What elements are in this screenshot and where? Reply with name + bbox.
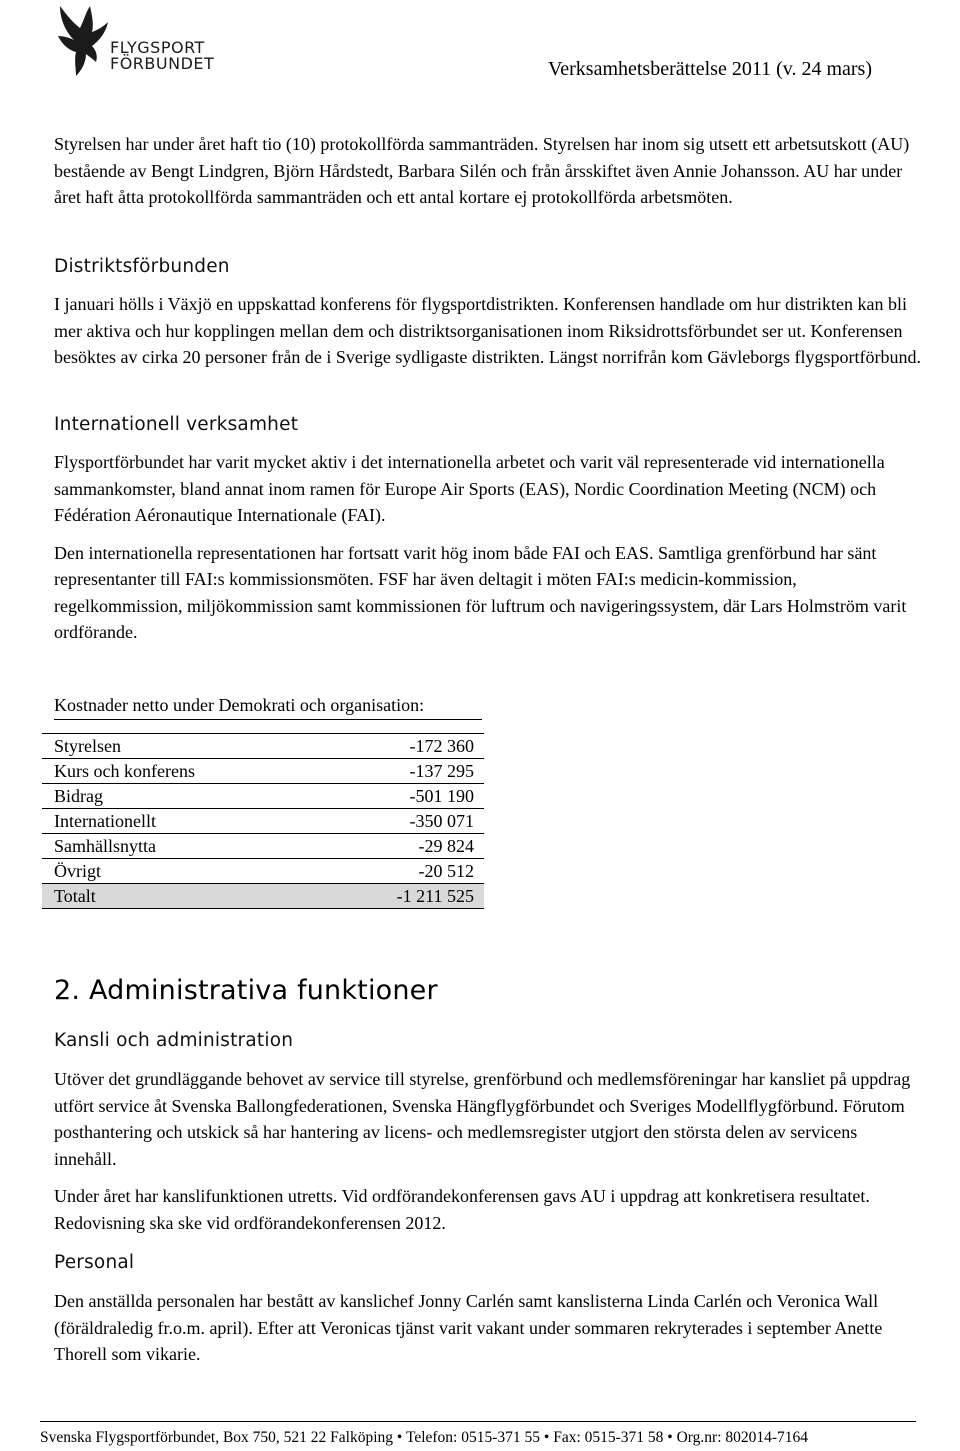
document-header-title: Verksamhetsberättelse 2011 (v. 24 mars): [548, 58, 872, 80]
staff-heading: Personal: [54, 1252, 135, 1273]
costs-table-row: [42, 834, 484, 859]
costs-row-label: Samhällsnytta: [42, 834, 317, 859]
eagle-icon: [58, 6, 108, 76]
intro-paragraph: Styrelsen har under året haft tio (10) protokollförda sammanträden. Styrelsen har inom sig utsett ett arbetsutskott (AU) bestående av Bengt Lindgren, Björn Hårdstedt, Barbara Silén och från årsskiftet även Annie Johansson. AU har under året haft åtta protokollförda sammanträden och ett antal kortare ej protokollförda arbetsmöten.: [54, 134, 910, 207]
office-paragraph-2: Under året har kanslifunktionen utretts. Vid ordförandekonferensen gavs AU i uppdrag att konkretisera resultatet. Redovisning ska ske vid ordförandekonferensen 2012.: [54, 1186, 870, 1233]
costs-table-row: [42, 734, 484, 759]
international-paragraph-2: Den internationella representationen har fortsatt varit hög inom både FAI och EAS. Samtliga grenförbund har sänt representanter till FAI:s kommissionsmöten. FSF har även deltagit i möten FAI:s medicin-kommission, regelkommission, miljökommission samt kommissionen för luftrum och navigeringssystem, där Lars Holmström varit ordförande.: [54, 542, 907, 642]
costs-row-label: Bidrag: [42, 784, 317, 809]
costs-row-label: Kurs och konferens: [42, 759, 317, 784]
footer-divider: [40, 1421, 916, 1422]
costs-caption: Kostnader netto under Demokrati och organisation:: [54, 695, 425, 715]
costs-row-label: Övrigt: [42, 859, 317, 884]
costs-caption-underline: [54, 719, 482, 720]
office-paragraph-1: Utöver det grundläggande behovet av service till styrelse, grenförbund och medlemsföreningar har kansliet på uppdrag utfört service åt Svenska Ballongfederationen, Svenska Hängflygförbundet och Sveriges Modellflygförbund. Förutom posthantering och utskick så har hantering av licens- och medlemsregister utgjort den största delen av servicens innehåll.: [54, 1069, 911, 1169]
admin-heading: 2. Administrativa funktioner: [54, 975, 438, 1006]
international-section: [54, 449, 924, 646]
costs-row-amount: -350 071: [317, 809, 484, 834]
districts-heading: Distriktsförbunden: [54, 256, 230, 277]
districts-section: [54, 291, 924, 371]
costs-table: [42, 733, 484, 909]
international-heading: Internationell verksamhet: [54, 414, 299, 435]
costs-row-amount: -137 295: [317, 759, 484, 784]
costs-table-row: [42, 784, 484, 809]
costs-row-amount: -1 211 525: [317, 884, 484, 909]
office-section: [54, 1066, 924, 1236]
intro-section: [54, 131, 924, 211]
logo-line-1: FLYGSPORT: [110, 38, 205, 57]
costs-row-label: Internationellt: [42, 809, 317, 834]
international-paragraph-1: Flysportförbundet har varit mycket aktiv i det internationella arbetet och varit väl representerade vid internationella sammankomster, bland annat inom ramen för Europe Air Sports (EAS), Nordic Coordination Meeting (NCM) och Fédération Aéronautique Internationale (FAI).: [54, 452, 885, 525]
footer-contact: Svenska Flygsportförbundet, Box 750, 521 22 Falköping • Telefon: 0515-371 55 • Fax: 0515-371 58 • Org.nr: 802014-7164: [40, 1429, 809, 1446]
costs-row-label: Styrelsen: [42, 734, 317, 759]
costs-table-row: [42, 884, 484, 909]
logo-line-2: FÖRBUNDET: [110, 54, 215, 73]
staff-paragraph: Den anställda personalen har bestått av kanslichef Jonny Carlén samt kanslisterna Linda Carlén och Veronica Wall (föräldraledig fr.o.m. april). Efter att Veronicas tjänst varit vakant under sommaren rekryterades i september Anette Thorell som vikarie.: [54, 1291, 883, 1364]
costs-row-amount: -501 190: [317, 784, 484, 809]
costs-table-row: [42, 859, 484, 884]
costs-table-row: [42, 759, 484, 784]
costs-row-amount: -20 512: [317, 859, 484, 884]
office-heading: Kansli och administration: [54, 1030, 294, 1051]
costs-row-amount: -172 360: [317, 734, 484, 759]
staff-section: [54, 1288, 924, 1368]
districts-paragraph: I januari hölls i Växjö en uppskattad konferens för flygsportdistrikten. Konferensen handlade om hur distrikten kan bli mer aktiva och hur kopplingen mellan dem och distriktsorganisationen inom Riksidrottsförbundet ser ut. Konferensen besöktes av cirka 20 personer från de i Sverige sydligaste distrikten. Längst norrifrån kom Gävleborgs flygsportförbund.: [54, 294, 921, 367]
costs-table-row: [42, 809, 484, 834]
logo-wordmark: [110, 40, 214, 72]
costs-row-label: Totalt: [42, 884, 317, 909]
costs-row-amount: -29 824: [317, 834, 484, 859]
